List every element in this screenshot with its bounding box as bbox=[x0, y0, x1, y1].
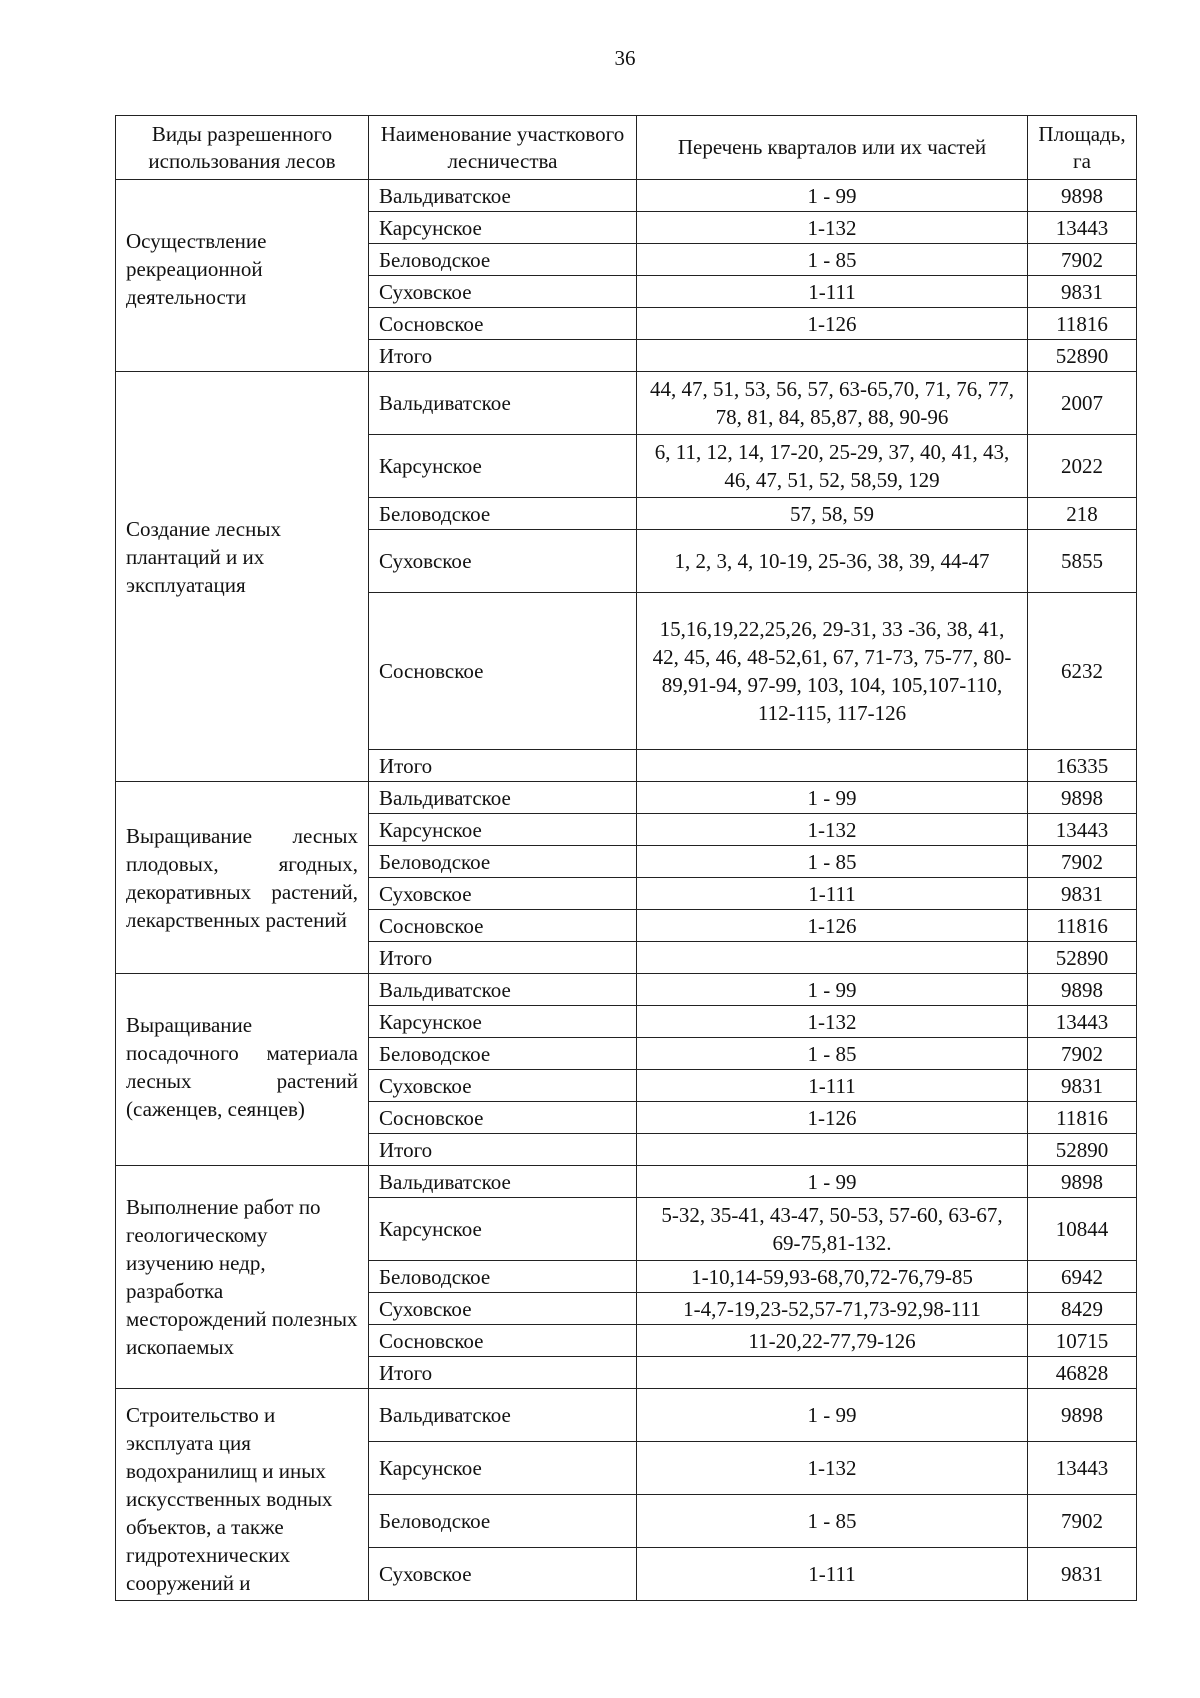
quarters-cell: 1 - 85 bbox=[637, 846, 1028, 878]
area-cell: 2007 bbox=[1028, 372, 1137, 435]
forestry-cell: Беловодское bbox=[369, 1495, 637, 1548]
forestry-cell: Суховское bbox=[369, 1548, 637, 1601]
forestry-cell: Карсунское bbox=[369, 1442, 637, 1495]
area-cell: 9898 bbox=[1028, 1166, 1137, 1198]
use-type-cell: Создание лесных плантаций и их эксплуатация bbox=[116, 372, 369, 782]
forestry-cell: Суховское bbox=[369, 530, 637, 593]
forestry-cell: Вальдиватское bbox=[369, 1166, 637, 1198]
quarters-cell: 1-111 bbox=[637, 276, 1028, 308]
total-label: Итого bbox=[369, 750, 637, 782]
forestry-cell: Суховское bbox=[369, 1070, 637, 1102]
quarters-cell: 1-126 bbox=[637, 308, 1028, 340]
quarters-cell: 1-132 bbox=[637, 1006, 1028, 1038]
table-header-row bbox=[116, 116, 1137, 180]
use-type-cell: Выращивание посадочного материала лесных растений (саженцев, сеянцев) bbox=[116, 974, 369, 1166]
quarters-cell: 1-111 bbox=[637, 1548, 1028, 1601]
quarters-cell: 1, 2, 3, 4, 10-19, 25-36, 38, 39, 44-47 bbox=[637, 530, 1028, 593]
quarters-cell: 1 - 99 bbox=[637, 180, 1028, 212]
quarters-cell: 1-132 bbox=[637, 1442, 1028, 1495]
quarters-cell: 1-111 bbox=[637, 878, 1028, 910]
quarters-cell: 6, 11, 12, 14, 17-20, 25-29, 37, 40, 41, 43, 46, 47, 51, 52, 58,59, 129 bbox=[637, 435, 1028, 498]
area-cell: 11816 bbox=[1028, 308, 1137, 340]
area-cell: 11816 bbox=[1028, 1102, 1137, 1134]
forestry-cell: Сосновское bbox=[369, 910, 637, 942]
quarters-cell: 44, 47, 51, 53, 56, 57, 63-65,70, 71, 76, 77, 78, 81, 84, 85,87, 88, 90-96 bbox=[637, 372, 1028, 435]
quarters-cell: 1-4,7-19,23-52,57-71,73-92,98-111 bbox=[637, 1293, 1028, 1325]
use-type-cell: Выполнение работ по геологическому изучению недр, разработка месторождений полезных ископаемых bbox=[116, 1166, 369, 1389]
area-cell: 7902 bbox=[1028, 1038, 1137, 1070]
forestry-cell: Сосновское bbox=[369, 308, 637, 340]
total-area: 16335 bbox=[1028, 750, 1137, 782]
area-cell: 7902 bbox=[1028, 846, 1137, 878]
table-row bbox=[116, 1389, 1137, 1442]
area-cell: 9898 bbox=[1028, 180, 1137, 212]
area-cell: 6232 bbox=[1028, 593, 1137, 750]
quarters-cell: 1 - 99 bbox=[637, 782, 1028, 814]
quarters-cell bbox=[637, 1134, 1028, 1166]
total-label: Итого bbox=[369, 1357, 637, 1389]
area-cell: 2022 bbox=[1028, 435, 1137, 498]
total-area: 52890 bbox=[1028, 1134, 1137, 1166]
area-cell: 13443 bbox=[1028, 212, 1137, 244]
quarters-cell: 15,16,19,22,25,26, 29-31, 33 -36, 38, 41, 42, 45, 46, 48-52,61, 67, 71-73, 75-77, 80-89,91-94, 97-99, 103, 104, 105,107-110, 112-115, 117-126 bbox=[637, 593, 1028, 750]
forestry-cell: Карсунское bbox=[369, 1006, 637, 1038]
area-cell: 6942 bbox=[1028, 1261, 1137, 1293]
quarters-cell bbox=[637, 1357, 1028, 1389]
area-cell: 9898 bbox=[1028, 782, 1137, 814]
area-cell: 10715 bbox=[1028, 1325, 1137, 1357]
table-row bbox=[116, 180, 1137, 212]
area-cell: 13443 bbox=[1028, 1442, 1137, 1495]
forestry-cell: Беловодское bbox=[369, 244, 637, 276]
table-row bbox=[116, 782, 1137, 814]
forestry-cell: Беловодское bbox=[369, 846, 637, 878]
area-cell: 8429 bbox=[1028, 1293, 1137, 1325]
total-area: 46828 bbox=[1028, 1357, 1137, 1389]
forestry-cell: Беловодское bbox=[369, 1261, 637, 1293]
quarters-cell: 5-32, 35-41, 43-47, 50-53, 57-60, 63-67, 69-75,81-132. bbox=[637, 1198, 1028, 1261]
quarters-cell bbox=[637, 942, 1028, 974]
forestry-cell: Карсунское bbox=[369, 212, 637, 244]
use-type-cell: Строительство и эксплуата ция водохранилищ и иных искусственных водных объектов, а также гидротехнических сооружений и bbox=[116, 1389, 369, 1601]
quarters-cell: 1-10,14-59,93-68,70,72-76,79-85 bbox=[637, 1261, 1028, 1293]
forestry-cell: Беловодское bbox=[369, 1038, 637, 1070]
area-cell: 11816 bbox=[1028, 910, 1137, 942]
area-cell: 9831 bbox=[1028, 276, 1137, 308]
quarters-cell: 1-132 bbox=[637, 814, 1028, 846]
forestry-cell: Сосновское bbox=[369, 1102, 637, 1134]
area-cell: 5855 bbox=[1028, 530, 1137, 593]
quarters-cell: 1 - 99 bbox=[637, 1389, 1028, 1442]
area-cell: 10844 bbox=[1028, 1198, 1137, 1261]
area-cell: 9831 bbox=[1028, 1070, 1137, 1102]
quarters-cell: 57, 58, 59 bbox=[637, 498, 1028, 530]
forestry-cell: Суховское bbox=[369, 276, 637, 308]
quarters-cell: 1 - 99 bbox=[637, 974, 1028, 1006]
use-type-cell: Выращивание лесных плодовых, ягодных, декоративных растений, лекарственных растений bbox=[116, 782, 369, 974]
forest-use-table bbox=[115, 115, 1137, 1601]
area-cell: 13443 bbox=[1028, 814, 1137, 846]
area-cell: 9898 bbox=[1028, 1389, 1137, 1442]
quarters-cell: 1-126 bbox=[637, 1102, 1028, 1134]
header-quarters: Перечень кварталов или их частей bbox=[637, 116, 1028, 180]
forestry-cell: Сосновское bbox=[369, 1325, 637, 1357]
forestry-cell: Вальдиватское bbox=[369, 974, 637, 1006]
page-number: 36 bbox=[614, 46, 636, 70]
quarters-cell: 1 - 85 bbox=[637, 1038, 1028, 1070]
total-label: Итого bbox=[369, 1134, 637, 1166]
forestry-cell: Карсунское bbox=[369, 814, 637, 846]
quarters-cell: 1 - 85 bbox=[637, 244, 1028, 276]
area-cell: 7902 bbox=[1028, 1495, 1137, 1548]
forestry-cell: Карсунское bbox=[369, 1198, 637, 1261]
forestry-cell: Суховское bbox=[369, 878, 637, 910]
area-cell: 9831 bbox=[1028, 1548, 1137, 1601]
area-cell: 13443 bbox=[1028, 1006, 1137, 1038]
area-cell: 7902 bbox=[1028, 244, 1137, 276]
forestry-cell: Вальдиватское bbox=[369, 1389, 637, 1442]
quarters-cell bbox=[637, 340, 1028, 372]
quarters-cell: 11-20,22-77,79-126 bbox=[637, 1325, 1028, 1357]
quarters-cell: 1 - 85 bbox=[637, 1495, 1028, 1548]
total-label: Итого bbox=[369, 942, 637, 974]
header-area: Площадь, га bbox=[1028, 116, 1137, 180]
quarters-cell: 1-126 bbox=[637, 910, 1028, 942]
total-area: 52890 bbox=[1028, 340, 1137, 372]
forestry-cell: Вальдиватское bbox=[369, 372, 637, 435]
quarters-cell: 1-132 bbox=[637, 212, 1028, 244]
forestry-cell: Вальдиватское bbox=[369, 782, 637, 814]
table-row bbox=[116, 1166, 1137, 1198]
quarters-cell bbox=[637, 750, 1028, 782]
forestry-cell: Карсунское bbox=[369, 435, 637, 498]
area-cell: 9898 bbox=[1028, 974, 1137, 1006]
forestry-cell: Вальдиватское bbox=[369, 180, 637, 212]
area-cell: 9831 bbox=[1028, 878, 1137, 910]
table-row bbox=[116, 974, 1137, 1006]
total-label: Итого bbox=[369, 340, 637, 372]
header-forestry: Наименование участкового лесничества bbox=[369, 116, 637, 180]
table-row bbox=[116, 372, 1137, 435]
quarters-cell: 1 - 99 bbox=[637, 1166, 1028, 1198]
header-use: Виды разрешенного использования лесов bbox=[116, 116, 369, 180]
total-area: 52890 bbox=[1028, 942, 1137, 974]
forestry-cell: Сосновское bbox=[369, 593, 637, 750]
use-type-cell: Осуществление рекреационной деятельности bbox=[116, 180, 369, 372]
area-cell: 218 bbox=[1028, 498, 1137, 530]
forestry-cell: Беловодское bbox=[369, 498, 637, 530]
forestry-cell: Суховское bbox=[369, 1293, 637, 1325]
quarters-cell: 1-111 bbox=[637, 1070, 1028, 1102]
